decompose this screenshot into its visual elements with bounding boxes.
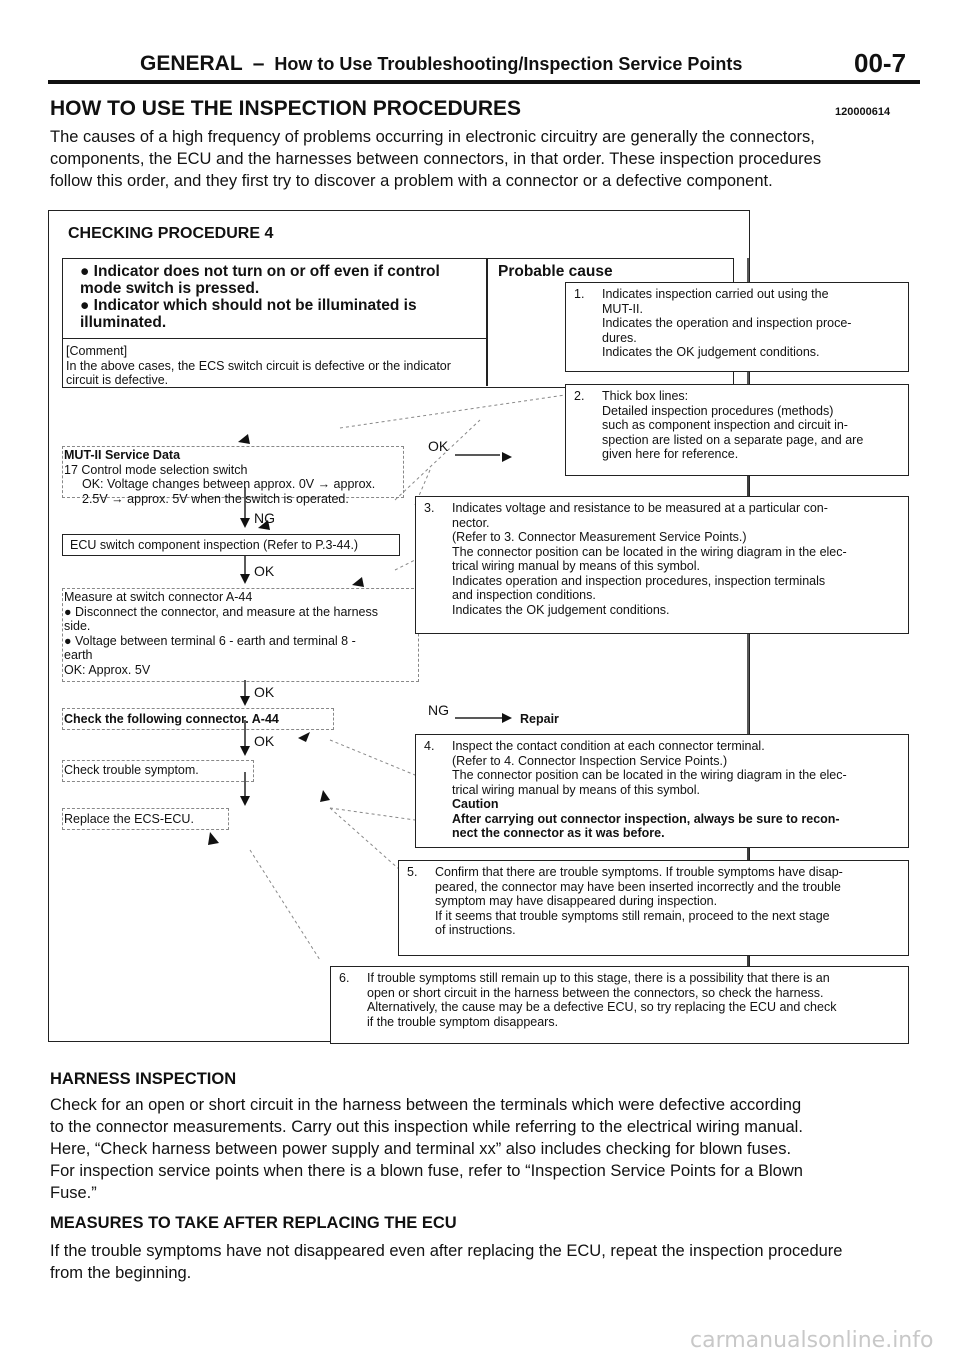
note-line: open or short circuit in the harness between the connectors, so check the harness. xyxy=(367,985,824,1000)
ok-label: OK xyxy=(254,563,275,579)
mut-text xyxy=(64,448,375,506)
note-line: (Refer to 4. Connector Inspection Service Points.) xyxy=(452,753,728,768)
note-line: Alternatively, the cause may be a defective ECU, so try replacing the ECU and check xyxy=(367,1000,837,1014)
note-line: (Refer to 3. Connector Measurement Service Points.) xyxy=(452,530,747,544)
harness-paragraph xyxy=(50,1094,803,1204)
note-line: Indicates inspection carried out using the xyxy=(602,287,829,301)
intro-line: follow this order, and they first try to discover a problem with a connector or a defective component. xyxy=(50,172,773,190)
note-line: Indicates the OK judgement conditions. xyxy=(602,345,820,359)
note-number: 6. xyxy=(339,971,350,985)
intro-line: The causes of a high frequency of problems occurring in electronic circuitry are generally the connectors, xyxy=(50,128,815,146)
measures-line: If the trouble symptoms have not disappeared even after replacing the ECU, repeat the inspection procedure xyxy=(50,1242,843,1260)
ng-label: NG xyxy=(254,510,275,526)
note-text xyxy=(602,389,902,462)
note-number: 3. xyxy=(424,501,435,515)
note-line: nector. xyxy=(452,515,490,530)
symptom-line: ● Indicator which should not be illuminated is xyxy=(80,297,417,314)
note-line: and inspection conditions. xyxy=(452,588,596,602)
note-line: The connector position can be located in the wiring diagram in the elec- xyxy=(452,544,847,559)
ecu-switch-text: ECU switch component inspection (Refer to P.3-44.) xyxy=(70,538,359,552)
mut-title: MUT-II Service Data xyxy=(64,448,181,462)
harness-line: Here, “Check harness between power supply and terminal xx” also includes checking for blown fuses. xyxy=(50,1140,792,1158)
note-line: Indicates operation and inspection procedures, inspection terminals xyxy=(452,573,826,588)
note-text xyxy=(435,865,902,938)
note-line: The connector position can be located in the wiring diagram in the elec- xyxy=(452,768,847,782)
replace-ecu-text: Replace the ECS-ECU. xyxy=(64,812,194,826)
note-box xyxy=(565,282,909,372)
doc-code: 120000614 xyxy=(835,106,891,118)
note-box xyxy=(415,734,909,848)
harness-line: For inspection service points when there is a blown fuse, refer to “Inspection Service Points for a Blown xyxy=(50,1162,803,1180)
note-line: given here for reference. xyxy=(602,447,739,461)
header-subtitle: How to Use Troubleshooting/Inspection Service Points xyxy=(274,54,743,74)
measures-title: MEASURES TO TAKE AFTER REPLACING THE ECU xyxy=(50,1214,457,1232)
note-line: dures. xyxy=(602,330,637,345)
check-symptom-text: Check trouble symptom. xyxy=(64,763,199,777)
harness-line: Check for an open or short circuit in the harness between the terminals which were defective according xyxy=(50,1096,802,1114)
note-number: 1. xyxy=(574,287,585,301)
note-box xyxy=(330,966,909,1044)
note-line: such as component inspection and circuit in- xyxy=(602,418,848,432)
note-box xyxy=(415,496,909,634)
mut-line: 2.5V → approx. 5V when the switch is operated. xyxy=(82,491,349,506)
note-line: Indicates voltage and resistance to be measured at a particular con- xyxy=(452,501,828,515)
symptom-divider xyxy=(486,258,488,386)
header-section: GENERAL xyxy=(140,52,243,75)
ok-label: OK xyxy=(254,733,275,749)
symptom-line: mode switch is pressed. xyxy=(80,280,260,297)
main-title: HOW TO USE THE INSPECTION PROCEDURES xyxy=(50,97,521,120)
procedure-title: CHECKING PROCEDURE 4 xyxy=(68,225,274,242)
note-text xyxy=(367,971,902,1029)
note-text xyxy=(452,739,902,841)
symptom-line: ● Indicator does not turn on or off even if control xyxy=(80,263,440,280)
intro-line: components, the ECU and the harnesses between connectors, in that order. These inspection procedures xyxy=(50,150,822,168)
note-line: Thick box lines: xyxy=(602,389,689,403)
watermark: carmanualsonline.info xyxy=(690,1328,934,1353)
note-number: 4. xyxy=(424,739,435,753)
note-line: After carrying out connector inspection, always be sure to recon- xyxy=(452,811,840,826)
check-connector-text: Check the following connector. A-44 xyxy=(64,712,279,726)
note-line: symptom may have disappeared during inspection. xyxy=(435,894,718,908)
measure-line: OK: Approx. 5V xyxy=(64,662,151,677)
note-line: Indicates the OK judgement conditions. xyxy=(452,602,670,617)
measure-line: ● Disconnect the connector, and measure at the harness xyxy=(64,604,378,619)
note-box xyxy=(398,860,909,956)
note-line: If trouble symptoms still remain up to this stage, there is a possibility that there is an xyxy=(367,971,830,985)
note-line: MUT-II. xyxy=(602,301,643,316)
note-line: of instructions. xyxy=(435,923,516,937)
note-line: trical wiring manual by means of this symbol. xyxy=(452,782,701,797)
note-line: If it seems that trouble symptoms still remain, proceed to the next stage xyxy=(435,908,830,923)
note-line: Caution xyxy=(452,797,499,811)
note-line: Indicates the operation and inspection proce- xyxy=(602,316,852,330)
header-dash: – xyxy=(252,52,265,75)
note-line: Detailed inspection procedures (methods) xyxy=(602,403,834,418)
note-number: 5. xyxy=(407,865,418,879)
harness-line: Fuse.” xyxy=(50,1184,97,1202)
comment-divider xyxy=(62,338,486,339)
note-box xyxy=(565,384,909,476)
note-line: nect the connector as it was before. xyxy=(452,826,665,840)
measures-line: from the beginning. xyxy=(50,1264,192,1282)
note-line: Inspect the contact condition at each connector terminal. xyxy=(452,739,765,753)
mut-line: 17 Control mode selection switch xyxy=(64,462,248,477)
comment-line: In the above cases, the ECS switch circuit is defective or the indicator xyxy=(66,358,451,373)
ok-label: OK xyxy=(254,684,275,700)
measure-line: ● Voltage between terminal 6 - earth and terminal 8 - xyxy=(64,633,356,648)
measure-line: earth xyxy=(64,648,93,662)
note-line: peared, the connector may have been inserted incorrectly and the trouble xyxy=(435,879,841,894)
comment-line: circuit is defective. xyxy=(66,373,169,387)
note-line: Confirm that there are trouble symptoms. If trouble symptoms have disap- xyxy=(435,865,843,879)
ok-label: OK xyxy=(428,438,449,454)
symptom-line: illuminated. xyxy=(80,314,167,331)
page-number: 00-7 xyxy=(854,48,907,78)
note-text xyxy=(452,501,902,617)
note-line: spection are listed on a separate page, and are xyxy=(602,432,864,447)
harness-line: to the connector measurements. Carry out this inspection while referring to the electrical wiring manual. xyxy=(50,1118,803,1136)
note-number: 2. xyxy=(574,389,585,403)
measure-line: side. xyxy=(64,619,91,633)
measures-paragraph xyxy=(50,1240,842,1284)
comment-block xyxy=(66,344,451,388)
note-line: trical wiring manual by means of this symbol. xyxy=(452,559,701,573)
note-line: if the trouble symptom disappears. xyxy=(367,1014,559,1029)
repair-label: Repair xyxy=(520,712,559,726)
note-text xyxy=(602,287,902,360)
mut-line: OK: Voltage changes between approx. 0V → approx. xyxy=(82,477,376,491)
comment-label: [Comment] xyxy=(66,344,128,358)
symptom-list xyxy=(80,263,440,331)
measure-text xyxy=(64,590,378,677)
measure-line: Measure at switch connector A-44 xyxy=(64,590,253,604)
harness-title: HARNESS INSPECTION xyxy=(50,1070,237,1088)
probable-cause-label: Probable cause xyxy=(498,263,613,280)
ng-label: NG xyxy=(428,702,449,718)
